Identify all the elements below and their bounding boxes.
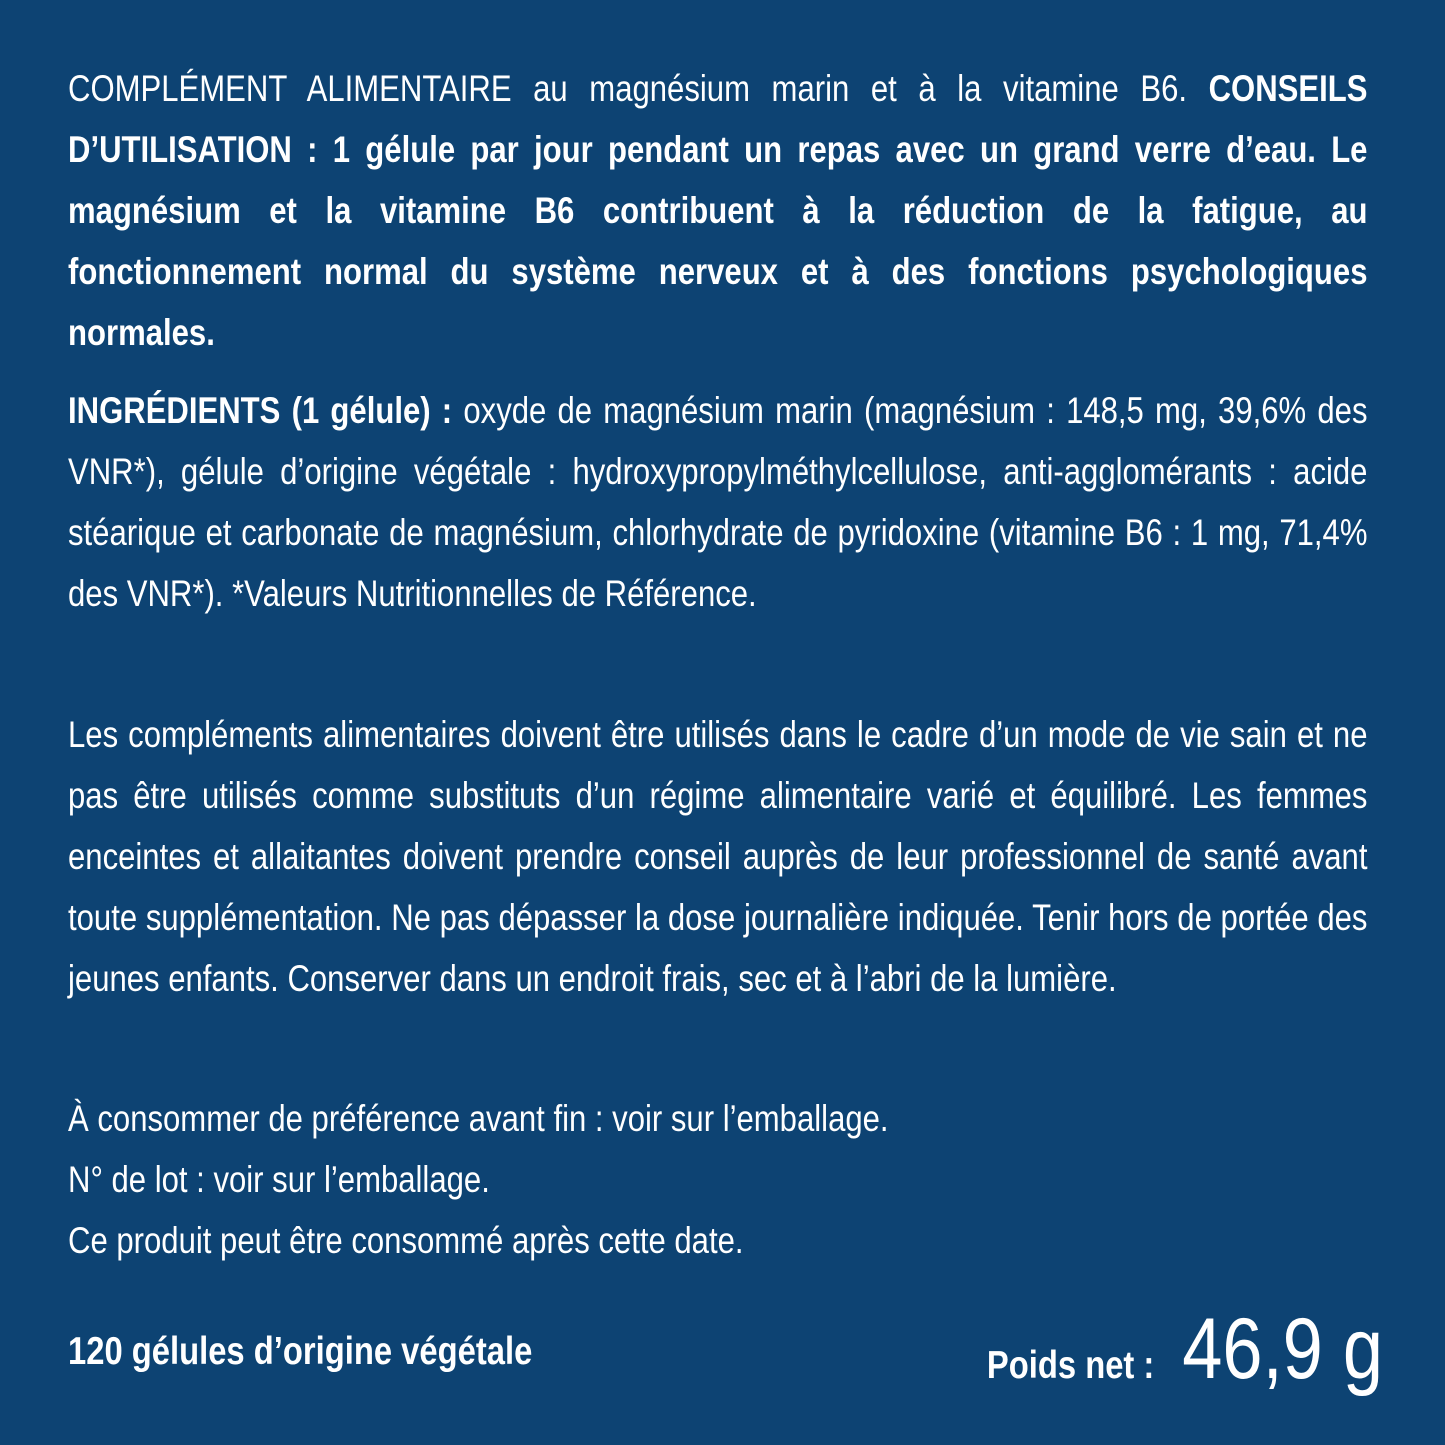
- usage-advice: CONSEILS D’UTILISATION : 1 gélule par jour pendant un repas avec un grand verre d’eau. Le magnésium et la vitamine B6 contribuent à la réduction de la fatigue, au fonctionnement normal du système nerveux et à des fonctions psychologiques normales.: [68, 68, 1368, 353]
- usage-section: [68, 58, 1367, 363]
- best-before: À consommer de préférence avant fin : voir sur l’emballage.: [68, 1098, 889, 1139]
- net-weight-value: 46,9 g: [1182, 1301, 1383, 1397]
- product-intro: COMPLÉMENT ALIMENTAIRE au magnésium marin et à la vitamine B6.: [68, 68, 1188, 109]
- consumption-note: Ce produit peut être consommé après cette date.: [68, 1220, 744, 1261]
- capsule-count: 120 gélules d’origine végétale: [68, 1330, 533, 1373]
- net-weight-label: Poids net :: [986, 1344, 1154, 1387]
- lot-number: N° de lot : voir sur l’emballage.: [68, 1159, 490, 1200]
- ingredients-section: [68, 380, 1367, 624]
- net-weight: [955, 1300, 1383, 1399]
- ingredients-text: oxyde de magnésium marin (magnésium : 148,5 mg, 39,6% des VNR*), gélule d’origine végétale : hydroxypropylméthylcellulose, anti-agglomérants : acide stéarique et carbonate de magnésium, chlorhydrate de pyridoxine (vitamine B6 : 1 mg, 71,4% des VNR*). *Valeurs Nutritionnelles de Référence.: [68, 390, 1368, 614]
- ingredients-label: INGRÉDIENTS (1 gélule) :: [68, 390, 453, 431]
- warnings-text: Les compléments alimentaires doivent être utilisés dans le cadre d’un mode de vie sain et ne pas être utilisés comme substituts d’un régime alimentaire varié et équilibré. Les femmes enceintes et allaitantes doivent prendre conseil auprès de leur professionnel de santé avant toute supplémentation. Ne pas dépasser la dose journalière indiquée. Tenir hors de portée des jeunes enfants. Conserver dans un endroit frais, sec et à l’abri de la lumière.: [68, 714, 1368, 999]
- warnings-section: [68, 704, 1367, 1009]
- storage-section: [68, 1088, 1367, 1271]
